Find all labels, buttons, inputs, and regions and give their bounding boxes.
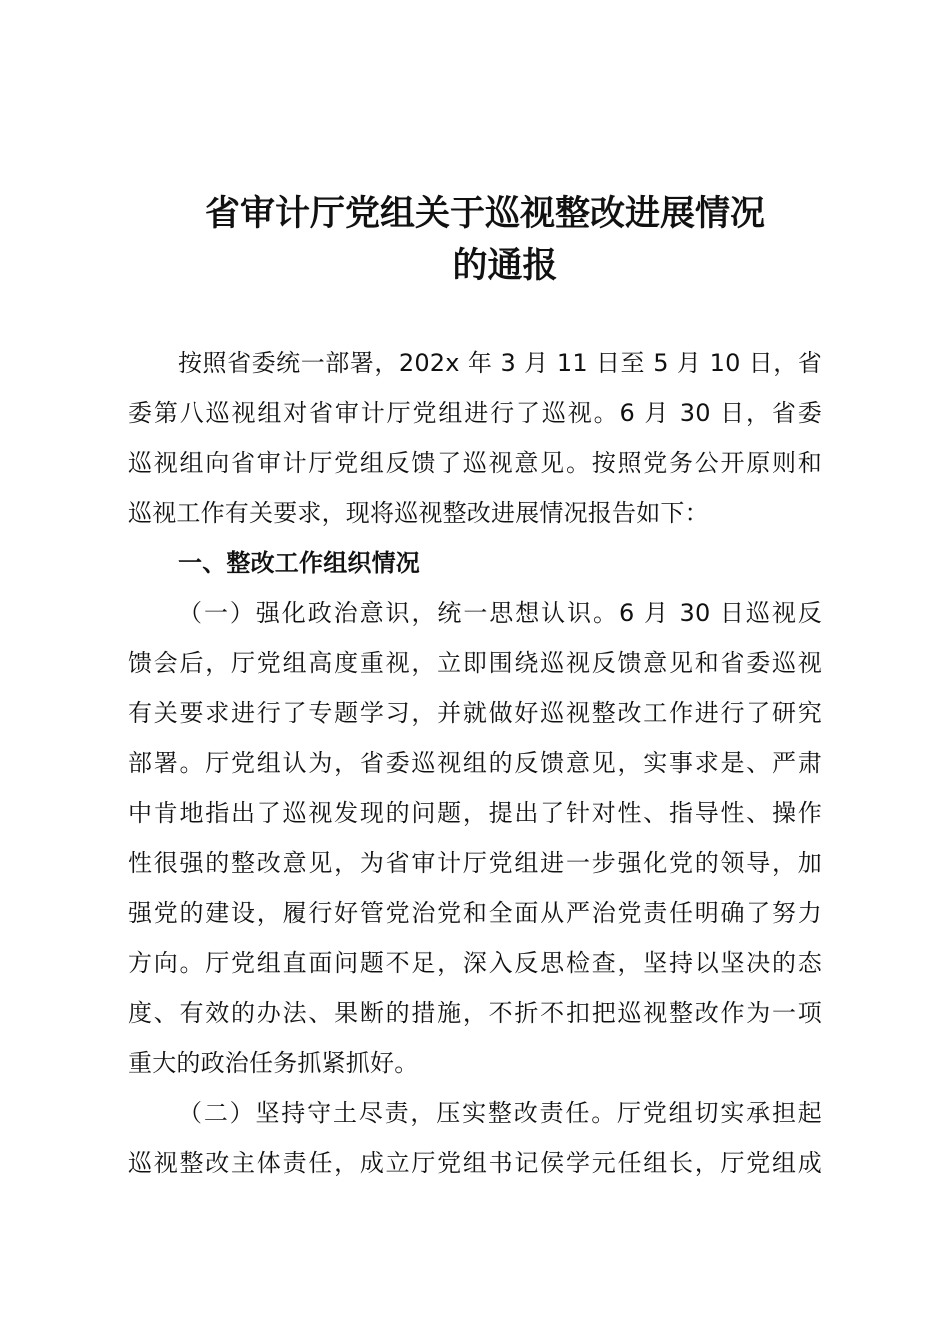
paragraph-1-line-1: 按照省委统一部署，202x 年 3 月 11 日至 5 月 10 日，省 [178, 349, 822, 377]
paragraph-1-line-3: 巡视组向省审计厅党组反馈了巡视意见。按照党务公开原则和 [128, 449, 822, 477]
paragraph-2-line-2: 馈会后，厅党组高度重视，立即围绕巡视反馈意见和省委巡视 [128, 649, 822, 677]
paragraph-2-line-6: 性很强的整改意见，为省审计厅党组进一步强化党的领导，加 [128, 849, 822, 877]
paragraph-2-line-10: 重大的政治任务抓紧抓好。 [128, 1049, 419, 1077]
document-title-line-1: 省审计厅党组关于巡视整改进展情况 [204, 194, 765, 234]
paragraph-2-line-7: 强党的建设，履行好管党治党和全面从严治党责任明确了努力 [128, 899, 822, 927]
paragraph-2-line-8: 方向。厅党组直面问题不足，深入反思检查，坚持以坚决的态 [128, 949, 822, 977]
paragraph-2-line-3: 有关要求进行了专题学习，并就做好巡视整改工作进行了研究 [128, 699, 822, 727]
document-title-line-2: 的通报 [452, 246, 558, 286]
paragraph-2-line-4: 部署。厅党组认为，省委巡视组的反馈意见，实事求是、严肃 [128, 749, 822, 777]
paragraph-2-line-9: 度、有效的办法、果断的措施，不折不扣把巡视整改作为一项 [128, 999, 822, 1027]
paragraph-3-line-1: （二）坚持守土尽责，压实整改责任。厅党组切实承担起 [178, 1099, 822, 1127]
paragraph-2-line-1: （一）强化政治意识，统一思想认识。6 月 30 日巡视反 [178, 599, 822, 627]
paragraph-3-line-2: 巡视整改主体责任，成立厅党组书记侯学元任组长，厅党组成 [128, 1149, 822, 1177]
paragraph-2-line-5: 中肯地指出了巡视发现的问题，提出了针对性、指导性、操作 [128, 799, 822, 827]
paragraph-1-line-4: 巡视工作有关要求，现将巡视整改进展情况报告如下： [128, 499, 709, 527]
section-heading-1: 一、整改工作组织情况 [178, 549, 420, 577]
paragraph-1-line-2: 委第八巡视组对省审计厅党组进行了巡视。6 月 30 日，省委 [128, 399, 822, 427]
